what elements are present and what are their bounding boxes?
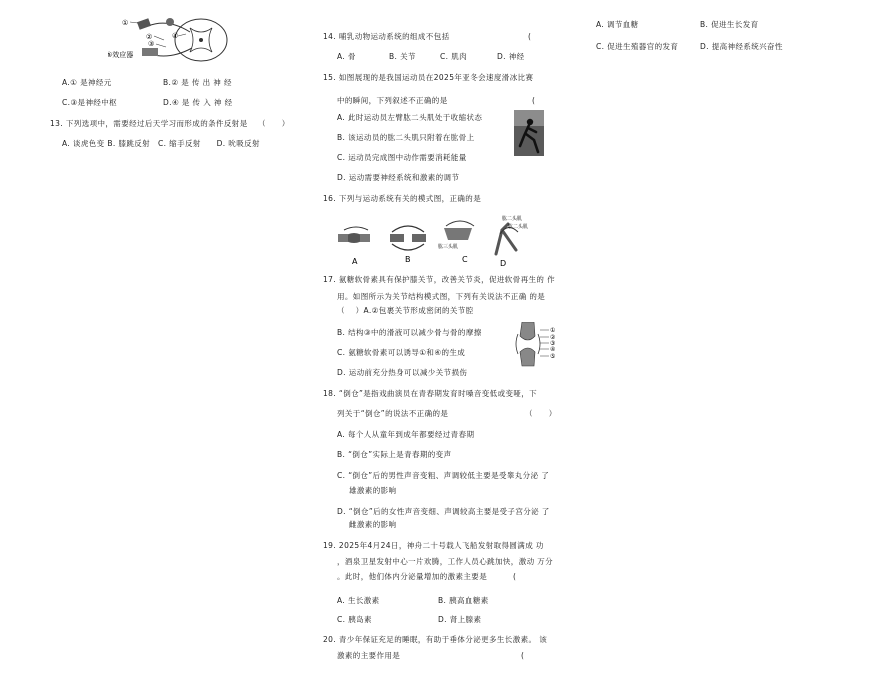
knee-label-2: ② (550, 334, 556, 341)
q14-paren: ( (528, 32, 532, 41)
q18-paren: （ ） (525, 409, 557, 418)
q18-stem-line1: 18. “倒仓”是指戏曲演员在青春期发育时嗓音变低或变哑，下 (323, 389, 538, 398)
q17-stem-line2: 用。如图所示为关节结构模式图，下列有关说法不正确 的是 (337, 292, 546, 301)
q17-stem-line1: 17. 氨糖软骨素具有保护膝关节，改善关节炎，促进软骨再生的 作 (323, 275, 555, 284)
q15-stem-line1: 15. 如图展现的是我国运动员在2025年亚冬会速度滑冰比赛 (323, 73, 534, 82)
q12-option-d: D.④ 是 传 入 神 经 (163, 98, 233, 107)
q20-stem-line2: 激素的主要作用是 (337, 651, 401, 660)
q19-option-b: B. 胰高血糖素 (438, 596, 489, 605)
q19-stem-line1: 19. 2025年4月24日，神舟二十号载人飞船发射取得圆满成 功 (323, 541, 544, 550)
q16-muscle-label-2: 肱三头肌 (438, 244, 459, 250)
q18-option-d-line2: 雌激素的影响 (349, 520, 397, 529)
q15-option-c: C. 运动员完成图中动作需要消耗能量 (337, 153, 467, 162)
knee-label-4: ④ (550, 346, 556, 353)
q12-option-a: A.① 是神经元 (62, 78, 112, 87)
q16-joint-figures (336, 212, 536, 270)
knee-label-5: ⑤ (550, 353, 556, 360)
q17-option-d: D. 运动前充分热身可以减少关节损伤 (337, 368, 468, 377)
reflex-label-5: ⑤效应器 (108, 51, 134, 59)
q16-label-c: C (462, 255, 468, 264)
q13-stem: 13. 下列选项中，需要经过后天学习而形成的条件反射是 (50, 119, 248, 128)
reflex-label-4: ④ (172, 32, 179, 40)
q14-option-d: D. 神经 (497, 52, 525, 61)
q16-muscle-label-3: 肱二头肌 (508, 224, 529, 230)
q18-option-a: A. 每个人从童年到成年都要经过青春期 (337, 430, 475, 439)
q19-stem-line3: 。此时，他们体内分泌量增加的激素主要是 (337, 572, 488, 581)
q19-option-c: C. 胰岛素 (337, 615, 372, 624)
q17-option-b: B. 结构③中的滑液可以减少骨与骨的摩擦 (337, 328, 482, 337)
q16-label-b: B (405, 255, 411, 264)
q20-option-a: A. 调节血糖 (596, 20, 639, 29)
q14-stem: 14. 哺乳动物运动系统的组成不包括 (323, 32, 450, 41)
q18-stem-line2: 列关于“倒仓”的说法不正确的是 (337, 409, 449, 418)
knee-label-3: ③ (550, 340, 556, 347)
q12-option-c: C.③是神经中枢 (62, 98, 118, 107)
q20-option-c: C. 促进生殖器官的发育 (596, 42, 679, 51)
q15-option-b: B. 该运动员的肱二头肌只附着在肱骨上 (337, 133, 475, 142)
q20-option-d: D. 提高神经系统兴奋性 (700, 42, 783, 51)
knee-joint-figure (514, 322, 562, 368)
q20-paren: ( (521, 651, 525, 660)
q15-option-d: D. 运动需要神经系统和激素的调节 (337, 173, 460, 182)
q16-muscle-label-1: 肱二头肌 (502, 216, 523, 222)
q18-option-b: B. “倒仓”实际上是青春期的变声 (337, 450, 452, 459)
skater-photo (514, 110, 544, 156)
q16-stem: 16. 下列与运动系统有关的模式图，正确的是 (323, 194, 482, 203)
q13-paren: （ ） (258, 119, 290, 128)
q15-stem-line2: 中的瞬间，下列叙述不正确的是 (337, 96, 448, 105)
q14-option-a: A. 骨 (337, 52, 356, 61)
q18-option-c-line1: C. “倒仓”后的男性声音变粗、声调较低主要是受睾丸分泌 了 (337, 471, 550, 480)
q17-option-c: C. 氨糖软骨素可以诱导①和④的生成 (337, 348, 466, 357)
q12-option-b: B.② 是 传 出 神 经 (163, 78, 232, 87)
q18-option-c-line2: 雄激素的影响 (349, 486, 397, 495)
q19-paren: ( (513, 572, 517, 581)
reflex-label-3: ③ (148, 40, 155, 48)
reflex-arc-figure (108, 14, 230, 66)
q17-stem-line3: （ ）A.②包裹关节形成密闭的关节腔 (337, 306, 474, 315)
q16-label-a: A (352, 257, 358, 266)
q20-option-b: B. 促进生长发育 (700, 20, 759, 29)
q14-option-c: C. 肌肉 (440, 52, 468, 61)
q19-option-d: D. 肾上腺素 (438, 615, 482, 624)
q19-option-a: A. 生长激素 (337, 596, 380, 605)
q19-stem-line2: ，酒泉卫星发射中心一片欢腾，工作人员心跳加快，激动 万分 (337, 557, 554, 566)
q14-option-b: B. 关节 (389, 52, 416, 61)
q15-option-a: A. 此时运动员左臂肱二头肌处于收缩状态 (337, 113, 483, 122)
reflex-label-2: ② (146, 33, 153, 41)
knee-label-1: ① (550, 327, 556, 334)
q16-label-d: D (500, 259, 507, 268)
q20-stem-line1: 20. 青少年保证充足的睡眠，有助于垂体分泌更多生长激素。 该 (323, 635, 548, 644)
reflex-label-1: ① (122, 19, 129, 27)
q13-options: A. 谈虎色变 B. 膝跳反射 C. 缩手反射 D. 吮吸反射 (62, 139, 260, 148)
q18-option-d-line1: D. “倒仓”后的女性声音变细、声调较高主要是受子宫分泌 了 (337, 507, 550, 516)
q15-paren: ( (532, 96, 536, 105)
